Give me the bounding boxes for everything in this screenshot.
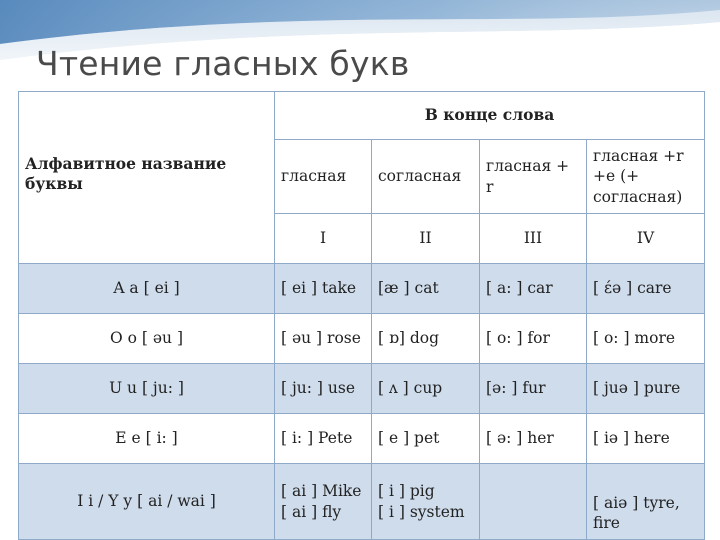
letter-cell: E e [ i: ] [19, 414, 275, 464]
table-row [19, 364, 705, 414]
table-cell: [ әu ] rose [275, 314, 372, 364]
table-cell: [ ju: ] use [275, 364, 372, 414]
table-cell: [ o: ] more [587, 314, 705, 364]
cell-line: [ i ] pig [378, 482, 435, 501]
letter-cell: U u [ ju: ] [19, 364, 275, 414]
table-cell: [ iә ] here [587, 414, 705, 464]
table-cell: [ ә: ] her [480, 414, 587, 464]
letter-cell: A a [ ei ] [19, 264, 275, 314]
type-number-2: II [372, 214, 480, 264]
table-cell: [ o: ] for [480, 314, 587, 364]
table-cell: [ ʌ ] cup [372, 364, 480, 414]
type-number-1: I [275, 214, 372, 264]
table-row [19, 314, 705, 364]
table-row [19, 414, 705, 464]
vowel-reading-table [18, 91, 705, 540]
type-header-2: согласная [372, 140, 480, 214]
word-end-header: В конце слова [275, 92, 705, 140]
letter-cell: I i / Y y [ ai / wai ] [19, 464, 275, 540]
table-cell: [ aiә ] tyre, fire [587, 464, 705, 540]
table-cell: [ a: ] car [480, 264, 587, 314]
table-cell: [æ ] cat [372, 264, 480, 314]
table-cell: [ e ] pet [372, 414, 480, 464]
table-cell: [ә: ] fur [480, 364, 587, 414]
table-cell: [ juә ] pure [587, 364, 705, 414]
table-cell: [ ɒ] dog [372, 314, 480, 364]
alphabet-name-header: Алфавитное название буквы [19, 92, 275, 264]
table-cell [480, 464, 587, 540]
letter-cell: O o [ әu ] [19, 314, 275, 364]
cell-line: [ ai ] fly [281, 502, 342, 521]
table-cell [275, 464, 372, 540]
type-header-4: гласная +r +e (+ согласная) [587, 140, 705, 214]
table-cell: [ ei ] take [275, 264, 372, 314]
page-title: Чтение гласных букв [36, 44, 410, 83]
type-number-4: IV [587, 214, 705, 264]
table-row [19, 264, 705, 314]
type-number-3: III [480, 214, 587, 264]
table-cell [372, 464, 480, 540]
type-header-1: гласная [275, 140, 372, 214]
table-cell: [ i: ] Pete [275, 414, 372, 464]
cell-line: [ i ] system [378, 502, 465, 521]
table-row [19, 464, 705, 540]
type-header-3: гласная + r [480, 140, 587, 214]
table-cell: [ έә ] care [587, 264, 705, 314]
cell-line: [ ai ] Mike [281, 482, 362, 501]
